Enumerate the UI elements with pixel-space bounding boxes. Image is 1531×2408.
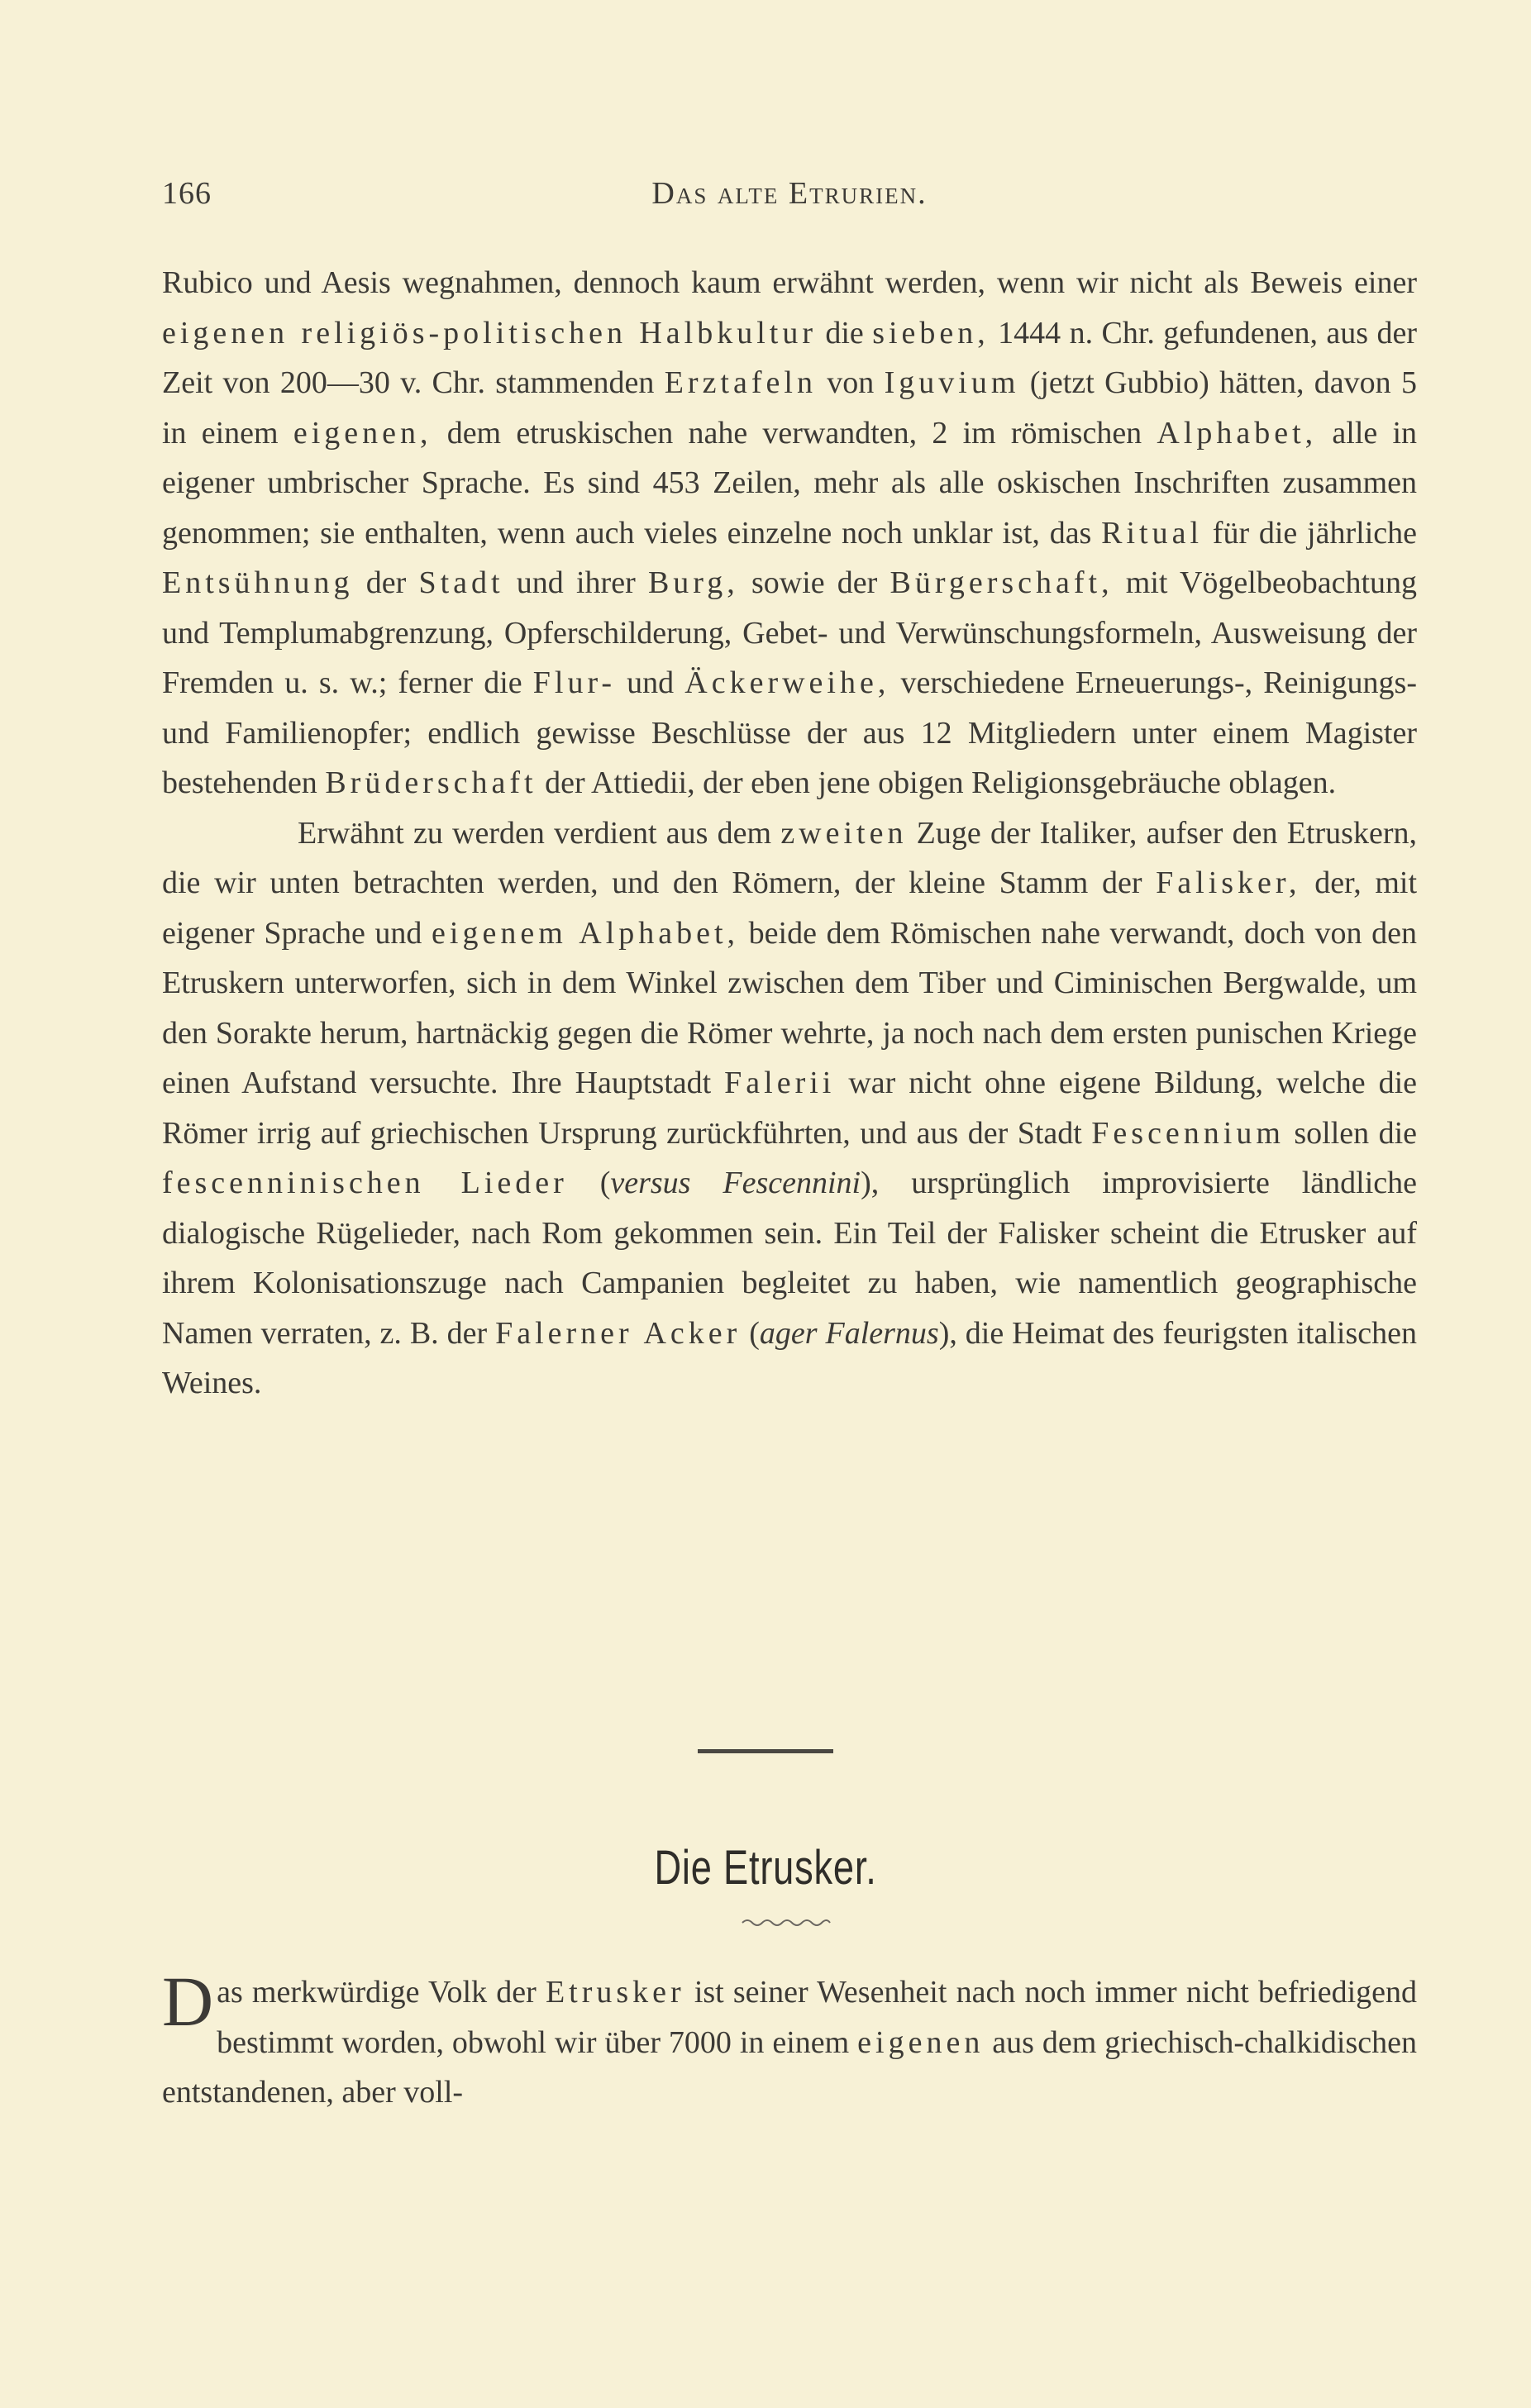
text-run: und: [616, 665, 685, 700]
spaced-text: Fescennium: [1091, 1115, 1285, 1151]
spaced-text: Iguvium: [884, 365, 1020, 400]
text-run: Zuge der Italiker, aufser den Etruskern, die wir unten betrachten werden, und den Römern, der kleine Stamm der: [162, 815, 1417, 900]
spaced-text: Burg,: [647, 565, 739, 600]
spaced-text: Falerner Acker: [495, 1315, 742, 1351]
section-text: [162, 1962, 1417, 2118]
spaced-text: Äckerweihe,: [684, 665, 890, 700]
text-run: (: [567, 1166, 611, 1200]
spaced-text: eigenem Alphabet,: [432, 915, 740, 951]
text-run: sollen die: [1284, 1115, 1418, 1151]
text-run: 1444 n. Chr. gefundenen, aus der Zeit von 200—30 v. Chr. stammenden: [162, 315, 1417, 400]
spaced-text: Falerii: [724, 1066, 836, 1100]
text-run: (: [741, 1315, 760, 1351]
text-run: und ihrer: [503, 565, 648, 600]
text-run: Erwähnt zu werden verdient aus dem: [298, 815, 781, 851]
text-run: dem etruskischen nahe verwandten, 2 im römischen: [432, 415, 1157, 451]
text-run: ist seiner Wesenheit nach noch immer nicht befriedigend bestimmt worden, obwohl wir über 7000 in einem: [217, 1975, 1417, 2060]
spaced-text: zweiten: [780, 815, 908, 851]
text-run: aus dem griechisch-chalkidischen entstandenen, aber voll-: [162, 2024, 1417, 2110]
body-text: [162, 258, 1417, 1409]
text-run: von: [816, 365, 885, 400]
spaced-text: Entsühnung: [162, 565, 354, 600]
spaced-text: Ritual: [1101, 515, 1204, 551]
spaced-text: eigenen,: [293, 415, 432, 451]
section-divider: [698, 1749, 833, 1753]
text-run: der: [353, 565, 419, 600]
spaced-text: Alphabet,: [1157, 415, 1318, 451]
drop-cap: D: [162, 1962, 214, 2041]
ornament-icon: [741, 1914, 832, 1928]
text-run: Rubico und Aesis wegnahmen, dennoch kaum erwähnt werden, wenn wir nicht als Beweis einer: [162, 265, 1417, 300]
spaced-text: sieben,: [872, 315, 990, 350]
text-run: sowie der: [738, 565, 890, 600]
section-title: Die Etrusker.: [654, 1841, 877, 1895]
italic-text: ager Falernus: [759, 1315, 939, 1351]
spaced-text: eigenen religiös-politischen Halbkultur: [162, 315, 817, 350]
spaced-text: Etrusker: [545, 1975, 685, 2010]
page-header: [162, 175, 1417, 225]
text-run: alle in eigener umbrischer Sprache. Es sind 453 Zeilen, mehr als alle oskischen Inschriften zusammen genommen; sie enthalten, wenn auch vieles einzelne noch unklar ist, das: [162, 415, 1418, 551]
text-run: der, mit eigener Sprache und: [162, 865, 1418, 951]
text-run: für die jährliche: [1203, 515, 1417, 551]
text-run: der Attiedii, der eben jene obigen Religionsgebräuche oblagen.: [537, 765, 1337, 800]
spaced-text: Stadt: [418, 565, 504, 600]
running-title: Das alte Etrurien.: [651, 176, 928, 211]
spaced-text: Bürgerschaft,: [890, 565, 1114, 600]
text-run: mit Vögelbeobachtung und Templumabgrenzung, Opferschilderung, Gebet- und Verwünschungsformeln, Ausweisung der Fremden u. s. w.; ferner die: [162, 565, 1418, 700]
section-paragraph: [162, 1962, 1417, 2118]
text-run: beide dem Römischen nahe verwandt, doch von den Etruskern unterworfen, sich in dem Winkel zwischen dem Tiber und Ciminischen Bergwalde, um den Sorakte herum, hartnäckig gegen die Römer wehrte, ja noch nach dem ersten punischen Kriege einen Aufstand versuchte. Ihre Hauptstadt: [162, 915, 1417, 1100]
text-run: ), ursprünglich improvisierte ländliche dialogische Rügelieder, nach Rom gekommen sein. Ein Teil der Falisker scheint die Etrusker auf ihrem Kolonisationszuge nach Campanien begleitet zu haben, wie namentlich geographische Namen verraten, z. B. der: [162, 1166, 1418, 1351]
spaced-text: Falisker,: [1156, 865, 1301, 900]
spaced-text: fescenninischen Lieder: [162, 1166, 568, 1200]
text-run: war nicht ohne eigene Bildung, welche die Römer irrig auf griechischen Ursprung zurückführten, und aus der Stadt: [162, 1066, 1417, 1151]
spaced-text: eigenen: [857, 2024, 985, 2060]
paragraph-1: [162, 258, 1417, 808]
page-number: 166: [162, 176, 212, 211]
text-run: verschiedene Erneuerungs-, Reinigungs- und Familienopfer; endlich gewisse Beschlüsse der aus 12 Mitgliedern unter einem Magister bestehenden: [162, 665, 1417, 800]
spaced-text: Brüderschaft: [325, 765, 537, 800]
text-run: die: [816, 315, 873, 350]
paragraph-2: [162, 808, 1417, 1409]
spaced-text: Flur-: [532, 665, 617, 700]
text-run: as merkwürdige Volk der: [217, 1975, 546, 2010]
text-run: (jetzt Gubbio) hätten, davon 5 in einem: [162, 365, 1417, 451]
text-run: ), die Heimat des feurigsten italischen Weines.: [162, 1315, 1417, 1400]
italic-text: versus Fescennini: [610, 1166, 861, 1200]
spaced-text: Erztafeln: [664, 365, 817, 400]
